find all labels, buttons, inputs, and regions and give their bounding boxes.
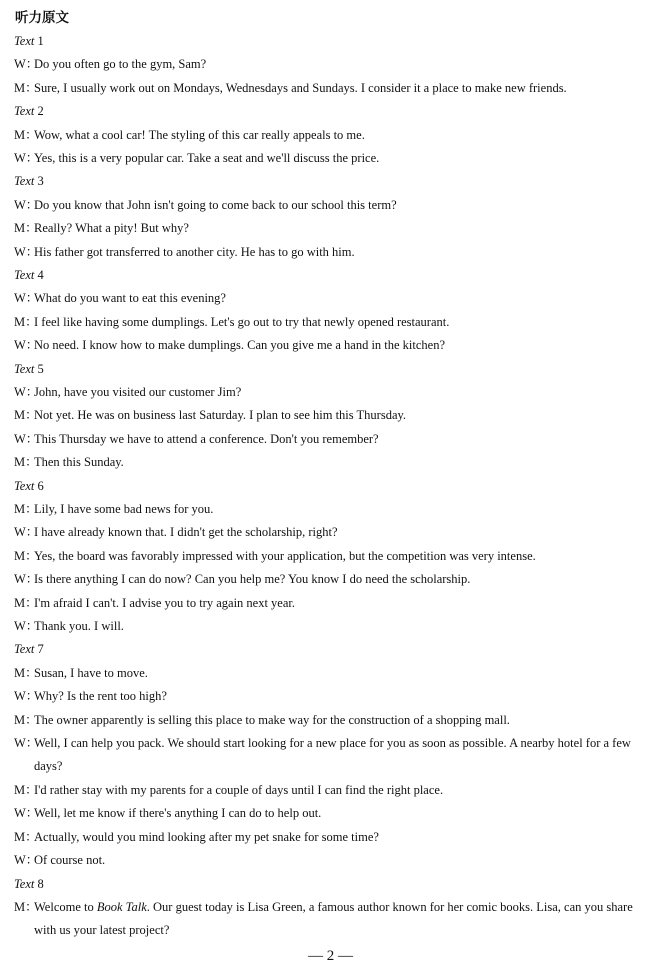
speaker-label: M：	[14, 829, 38, 844]
dialogue-line	[14, 732, 649, 779]
section-title	[14, 475, 649, 498]
section-title	[14, 358, 649, 381]
page-number: — 2 —	[308, 948, 353, 964]
speaker-label: W：	[14, 244, 39, 259]
dialogue-text-part: . Our guest today is Lisa Green, a famous author known for her comic books. Lisa, can you share with us your latest project?	[34, 899, 633, 938]
dialogue-line	[14, 826, 649, 849]
dialogue-text: I feel like having some dumplings. Let's go out to try that newly opened restaurant.	[34, 314, 450, 329]
dialogue-text: Of course not.	[34, 853, 106, 868]
section-title	[14, 264, 649, 287]
dialogue-text: Why? Is the rent too high?	[34, 689, 167, 704]
page-heading: 听力原文	[15, 10, 69, 26]
speaker-label: M：	[14, 899, 38, 914]
section-title-prefix: Text	[14, 642, 35, 657]
dialogue-line	[14, 381, 649, 404]
dialogue-text: His father got transferred to another city. He has to go with him.	[34, 244, 355, 259]
speaker-label: M：	[14, 80, 38, 95]
dialogue-line	[14, 311, 649, 334]
dialogue-text: Well, I can help you pack. We should start looking for a new place for you as soon as possible. A nearby hotel for a few days?	[34, 736, 631, 774]
dialogue-line	[14, 521, 649, 544]
dialogue-text: Wow, what a cool car! The styling of this car really appeals to me.	[34, 127, 365, 142]
dialogue-line	[14, 147, 649, 170]
dialogue-text: I have already known that. I didn't get the scholarship, right?	[34, 525, 338, 540]
dialogue-line	[14, 685, 649, 708]
speaker-label: M：	[14, 782, 38, 797]
speaker-label: M：	[14, 502, 38, 517]
dialogue-text: Yes, the board was favorably impressed with your application, but the competition was very intense.	[34, 548, 536, 563]
dialogue-line	[14, 592, 649, 615]
speaker-label: W：	[14, 338, 39, 353]
speaker-label: W：	[14, 385, 39, 400]
dialogue-text: What do you want to eat this evening?	[34, 291, 226, 306]
dialogue-text: The owner apparently is selling this place to make way for the construction of a shopping mall.	[34, 712, 510, 727]
dialogue-text: Sure, I usually work out on Mondays, Wednesdays and Sundays. I consider it a place to make new friends.	[34, 80, 567, 95]
speaker-label: W：	[14, 853, 39, 868]
section-number: 8	[37, 876, 44, 891]
dialogue-line	[14, 287, 649, 310]
dialogue-text: Well, let me know if there's anything I can do to help out.	[34, 806, 322, 821]
section-title	[14, 638, 649, 661]
dialogue-line	[14, 404, 649, 427]
section-title-prefix: Text	[14, 361, 35, 376]
dialogue-text: Do you know that John isn't going to come back to our school this term?	[34, 197, 397, 212]
transcript	[14, 30, 649, 943]
speaker-label: M：	[14, 455, 38, 470]
section-number: 7	[37, 642, 44, 657]
speaker-label: W：	[14, 197, 39, 212]
section-title-prefix: Text	[14, 478, 35, 493]
speaker-label: M：	[14, 408, 38, 423]
speaker-label: W：	[14, 291, 39, 306]
dialogue-text: I'm afraid I can't. I advise you to try again next year.	[34, 595, 296, 610]
section-number: 1	[37, 34, 44, 48]
dialogue-line	[14, 709, 649, 732]
section-title-prefix: Text	[14, 268, 35, 283]
dialogue-line	[14, 428, 649, 451]
dialogue-line	[14, 217, 649, 240]
speaker-label: W：	[14, 151, 39, 165]
dialogue-line	[14, 662, 649, 685]
dialogue-text: Do you often go to the gym, Sam?	[34, 57, 207, 72]
speaker-label: W：	[14, 689, 39, 704]
dialogue-text: Lily, I have some bad news for you.	[34, 502, 214, 517]
dialogue-text: Thank you. I will.	[34, 619, 124, 634]
dialogue-text	[34, 896, 649, 943]
section-title	[14, 100, 649, 123]
dialogue-line	[14, 545, 649, 568]
section-number: 5	[37, 361, 44, 376]
speaker-label: W：	[14, 806, 39, 821]
speaker-label: W：	[14, 572, 39, 587]
dialogue-text: Is there anything I can do now? Can you help me? You know I do need the scholarship.	[34, 572, 471, 587]
speaker-label: M：	[14, 314, 38, 329]
section-title	[14, 170, 649, 193]
section-title	[14, 873, 649, 896]
section-title-prefix: Text	[14, 876, 35, 891]
section-number: 2	[37, 104, 44, 119]
dialogue-text: Susan, I have to move.	[34, 665, 148, 680]
dialogue-line	[14, 615, 649, 638]
dialogue-line	[14, 194, 649, 217]
dialogue-text: Yes, this is a very popular car. Take a seat and we'll discuss the price.	[34, 151, 380, 165]
dialogue-text: Actually, would you mind looking after my pet snake for some time?	[34, 829, 379, 844]
dialogue-line	[14, 896, 649, 943]
section-title-prefix: Text	[14, 34, 35, 48]
speaker-label: M：	[14, 548, 38, 563]
speaker-label: M：	[14, 221, 38, 236]
section-number: 6	[37, 478, 44, 493]
speaker-label: M：	[14, 595, 38, 610]
program-title: Book Talk	[96, 899, 147, 914]
dialogue-line	[14, 802, 649, 825]
dialogue-text: Then this Sunday.	[34, 455, 124, 470]
dialogue-text: Really? What a pity! But why?	[34, 221, 189, 236]
dialogue-line	[14, 779, 649, 802]
speaker-label: M：	[14, 127, 38, 142]
dialogue-text: John, have you visited our customer Jim?	[34, 385, 242, 400]
dialogue-text-part: Welcome to	[34, 899, 97, 914]
section-title-prefix: Text	[14, 174, 35, 189]
section-title	[14, 30, 649, 53]
dialogue-line	[14, 241, 649, 264]
speaker-label: W：	[14, 431, 39, 446]
section-title-prefix: Text	[14, 104, 35, 119]
dialogue-line	[14, 124, 649, 147]
dialogue-line	[14, 568, 649, 591]
section-number: 3	[37, 174, 44, 189]
dialogue-line	[14, 53, 649, 76]
dialogue-line	[14, 451, 649, 474]
dialogue-text: No need. I know how to make dumplings. Can you give me a hand in the kitchen?	[34, 338, 446, 353]
speaker-label: W：	[14, 736, 39, 751]
speaker-label: M：	[14, 665, 38, 680]
dialogue-text: This Thursday we have to attend a conference. Don't you remember?	[34, 431, 379, 446]
dialogue-line	[14, 498, 649, 521]
speaker-label: W：	[14, 525, 39, 540]
dialogue-line	[14, 334, 649, 357]
speaker-label: W：	[14, 619, 39, 634]
speaker-label: M：	[14, 712, 38, 727]
dialogue-text: I'd rather stay with my parents for a couple of days until I can find the right place.	[34, 782, 444, 797]
dialogue-text: Not yet. He was on business last Saturday. I plan to see him this Thursday.	[34, 408, 407, 423]
dialogue-line	[14, 849, 649, 872]
speaker-label: W：	[14, 57, 39, 72]
dialogue-line	[14, 77, 649, 100]
section-number: 4	[37, 268, 44, 283]
